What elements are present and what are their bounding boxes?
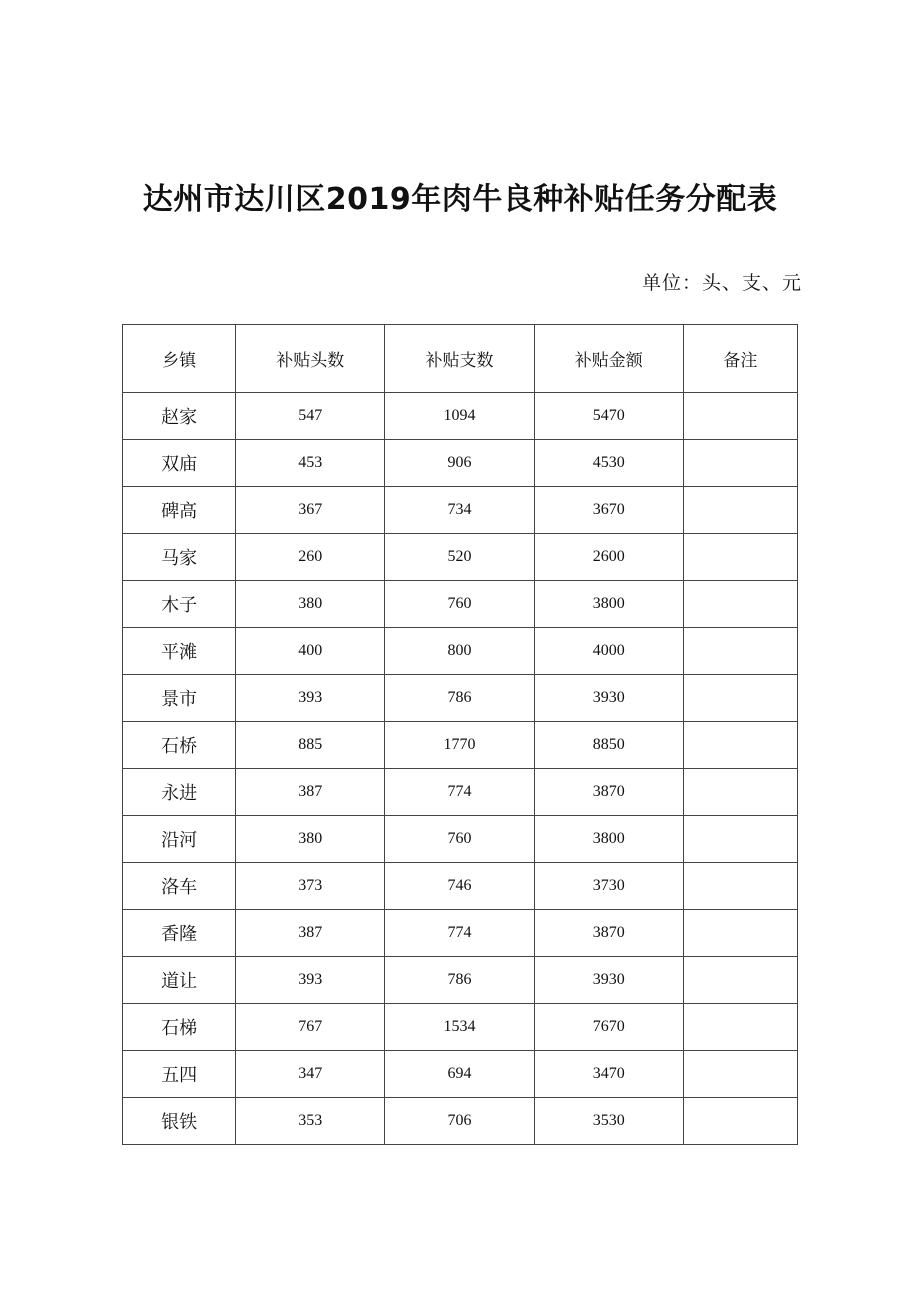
cell-town: 道让 xyxy=(123,957,236,1004)
cell-amount: 7670 xyxy=(534,1004,683,1051)
cell-note xyxy=(683,1098,797,1145)
cell-town: 平滩 xyxy=(123,628,236,675)
cell-head-count: 393 xyxy=(236,675,385,722)
cell-dose-count: 706 xyxy=(385,1098,534,1145)
unit-note: 单位：头、支、元 xyxy=(641,272,802,294)
page-title: 达州市达川区2019年肉牛良种补贴任务分配表 xyxy=(142,182,778,217)
cell-dose-count: 746 xyxy=(385,863,534,910)
cell-note xyxy=(683,910,797,957)
cell-town: 赵家 xyxy=(123,393,236,440)
table-row xyxy=(123,722,798,769)
cell-note xyxy=(683,581,797,628)
cell-amount: 3530 xyxy=(534,1098,683,1145)
cell-dose-count: 760 xyxy=(385,581,534,628)
cell-dose-count: 774 xyxy=(385,910,534,957)
cell-dose-count: 906 xyxy=(385,440,534,487)
cell-note xyxy=(683,487,797,534)
cell-note xyxy=(683,1051,797,1098)
cell-amount: 3730 xyxy=(534,863,683,910)
table-row xyxy=(123,487,798,534)
cell-town: 永进 xyxy=(123,769,236,816)
table-row xyxy=(123,1051,798,1098)
cell-town: 石桥 xyxy=(123,722,236,769)
cell-note xyxy=(683,769,797,816)
cell-amount: 3470 xyxy=(534,1051,683,1098)
cell-town: 香隆 xyxy=(123,910,236,957)
table-row xyxy=(123,675,798,722)
cell-town: 双庙 xyxy=(123,440,236,487)
cell-town: 五四 xyxy=(123,1051,236,1098)
table-row xyxy=(123,534,798,581)
cell-head-count: 373 xyxy=(236,863,385,910)
cell-town: 景市 xyxy=(123,675,236,722)
cell-town: 银铁 xyxy=(123,1098,236,1145)
cell-amount: 8850 xyxy=(534,722,683,769)
cell-head-count: 885 xyxy=(236,722,385,769)
cell-head-count: 393 xyxy=(236,957,385,1004)
cell-note xyxy=(683,957,797,1004)
cell-note xyxy=(683,440,797,487)
cell-dose-count: 800 xyxy=(385,628,534,675)
header-town: 乡镇 xyxy=(123,325,236,393)
table-row xyxy=(123,1098,798,1145)
cell-head-count: 387 xyxy=(236,769,385,816)
table-row xyxy=(123,769,798,816)
cell-town: 沿河 xyxy=(123,816,236,863)
cell-head-count: 347 xyxy=(236,1051,385,1098)
cell-head-count: 380 xyxy=(236,581,385,628)
cell-dose-count: 786 xyxy=(385,675,534,722)
cell-dose-count: 760 xyxy=(385,816,534,863)
table-row xyxy=(123,393,798,440)
cell-dose-count: 734 xyxy=(385,487,534,534)
cell-amount: 3930 xyxy=(534,957,683,1004)
cell-note xyxy=(683,863,797,910)
cell-head-count: 453 xyxy=(236,440,385,487)
cell-dose-count: 520 xyxy=(385,534,534,581)
cell-amount: 4530 xyxy=(534,440,683,487)
table-row xyxy=(123,1004,798,1051)
cell-dose-count: 1094 xyxy=(385,393,534,440)
table-header-row xyxy=(123,325,798,393)
cell-amount: 3870 xyxy=(534,769,683,816)
cell-dose-count: 1534 xyxy=(385,1004,534,1051)
table-row xyxy=(123,581,798,628)
cell-note xyxy=(683,1004,797,1051)
cell-head-count: 367 xyxy=(236,487,385,534)
table-row xyxy=(123,910,798,957)
cell-amount: 3930 xyxy=(534,675,683,722)
cell-head-count: 387 xyxy=(236,910,385,957)
cell-amount: 3800 xyxy=(534,816,683,863)
cell-amount: 2600 xyxy=(534,534,683,581)
header-note: 备注 xyxy=(683,325,797,393)
cell-dose-count: 786 xyxy=(385,957,534,1004)
cell-amount: 3670 xyxy=(534,487,683,534)
cell-head-count: 380 xyxy=(236,816,385,863)
cell-town: 碑高 xyxy=(123,487,236,534)
cell-head-count: 353 xyxy=(236,1098,385,1145)
cell-head-count: 547 xyxy=(236,393,385,440)
cell-dose-count: 694 xyxy=(385,1051,534,1098)
table-row xyxy=(123,957,798,1004)
table-row xyxy=(123,440,798,487)
cell-note xyxy=(683,675,797,722)
header-amount: 补贴金额 xyxy=(534,325,683,393)
cell-note xyxy=(683,534,797,581)
cell-dose-count: 1770 xyxy=(385,722,534,769)
cell-town: 木子 xyxy=(123,581,236,628)
table-row xyxy=(123,816,798,863)
cell-amount: 3800 xyxy=(534,581,683,628)
cell-head-count: 400 xyxy=(236,628,385,675)
cell-dose-count: 774 xyxy=(385,769,534,816)
header-dose-count: 补贴支数 xyxy=(385,325,534,393)
header-head-count: 补贴头数 xyxy=(236,325,385,393)
table-row xyxy=(123,628,798,675)
table-row xyxy=(123,863,798,910)
cell-note xyxy=(683,393,797,440)
cell-amount: 4000 xyxy=(534,628,683,675)
cell-town: 洛车 xyxy=(123,863,236,910)
cell-head-count: 767 xyxy=(236,1004,385,1051)
cell-head-count: 260 xyxy=(236,534,385,581)
allocation-table xyxy=(122,324,798,1145)
cell-amount: 3870 xyxy=(534,910,683,957)
cell-note xyxy=(683,816,797,863)
cell-amount: 5470 xyxy=(534,393,683,440)
cell-town: 石梯 xyxy=(123,1004,236,1051)
cell-note xyxy=(683,722,797,769)
cell-town: 马家 xyxy=(123,534,236,581)
cell-note xyxy=(683,628,797,675)
